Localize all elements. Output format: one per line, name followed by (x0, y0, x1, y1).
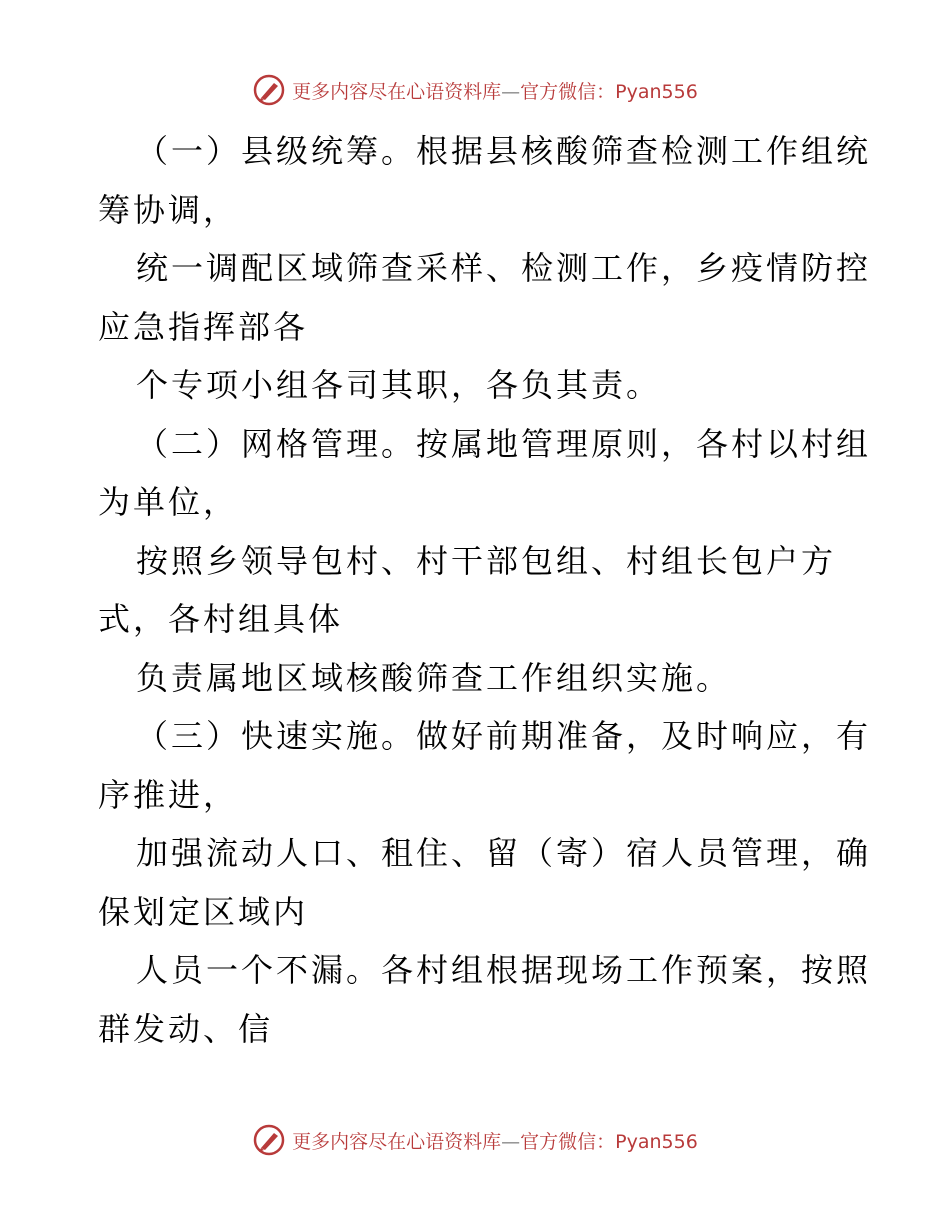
footer-banner (0, 1120, 950, 1160)
text-line: 式，各村组具体 (98, 600, 344, 638)
text-line: 人员一个不漏。各村组根据现场工作预案，按照 (136, 951, 872, 989)
banner-brand: 更多内容尽在心语资料库 (292, 80, 502, 103)
text-line: 个专项小组各司其职，各负其责。 (136, 366, 662, 404)
text-line: （三）快速实施。做好前期准备，及时响应，有 (136, 717, 872, 755)
header-banner (0, 70, 950, 110)
banner-text (292, 1127, 698, 1154)
text-line: 序推进， (98, 775, 239, 814)
text-line: 按照乡领导包村、村干部包组、村组长包户方 (136, 541, 837, 580)
banner-contact: 官方微信：Pyan556 (520, 1130, 698, 1153)
text-line: 加强流动人口、租住、留（寄）宿人员管理，确 (136, 834, 872, 872)
banner-contact: 官方微信：Pyan556 (520, 80, 698, 103)
text-line: 群发动、信 (98, 1009, 274, 1048)
text-line: 负责属地区域核酸筛查工作组织实施。 (136, 658, 732, 697)
text-line: （一）县级统筹。根据县核酸筛查检测工作组统 (136, 132, 872, 170)
pen-circle-logo-icon (252, 73, 286, 107)
banner-separator: — (501, 80, 521, 103)
text-line: 应急指挥部各 (98, 307, 309, 346)
banner-brand: 更多内容尽在心语资料库 (292, 1130, 502, 1153)
banner-separator: — (501, 1130, 521, 1153)
text-line: 为单位， (98, 483, 239, 521)
text-line: 保划定区域内 (98, 892, 309, 931)
text-line: （二）网格管理。按属地管理原则，各村以村组 (136, 424, 872, 463)
text-line: 筹协调， (98, 190, 239, 229)
banner-text (292, 77, 698, 104)
document-body (98, 122, 872, 1058)
text-line: 统一调配区域筛查采样、检测工作，乡疫情防控 (136, 249, 872, 287)
pen-circle-logo-icon (252, 1123, 286, 1157)
